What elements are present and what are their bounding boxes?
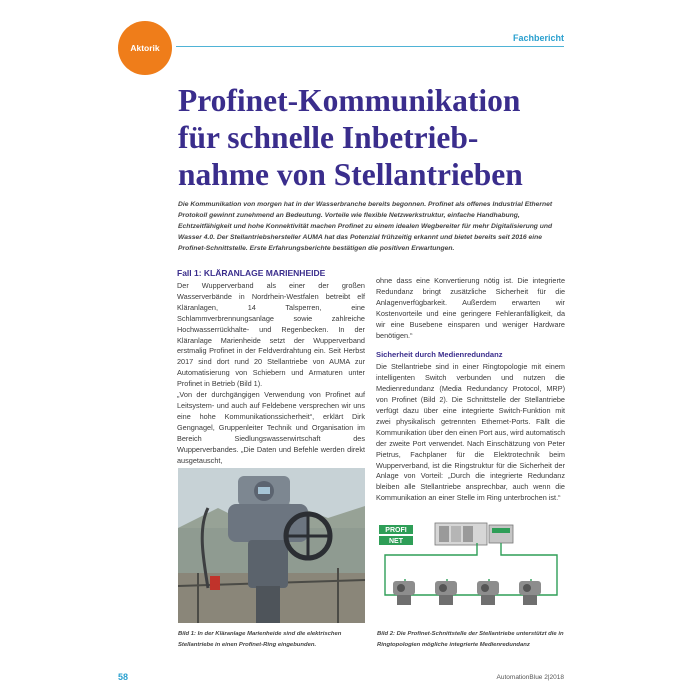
page-number: 58 [118,672,129,682]
actuator-icon [477,581,499,605]
title-line-2: für schnelle Inbetrieb- [178,120,479,155]
controller-rack [435,523,487,545]
actuator-icons [393,581,541,605]
magazine-footer: AutomationBlue 2|2018 [496,674,564,681]
title-line-3: nahme von Stellantrieben [178,157,523,192]
actuator-icon [393,581,415,605]
section1-heading: Fall 1: KLÄRANLAGE MARIENHEIDE [177,268,326,278]
article-lead: Die Kommunikation von morgen hat in der Wasserbranche bereits begonnen. Profinet als offenes Industrial Ethernet Protokoll gewinnt zunehmend an Bedeutung. Vorteile wie flexible Netzwerkstruktur, einfache Handhabung, Echtzeitfähigkeit und hohe Konnektivität machen Profinet zu einem idealen Wegbereiter für mehr Digitalisierung und Wasser 4.0. Der Stellantriebshersteller AUMA hat das Potenzial frühzeitig erkannt und bietet bereits seit 2016 eine Profinet-Schnittstelle. Erste Erfahrungsberichte bestätigen die positiven Erwartungen. [178,201,553,253]
article-title [178,82,598,193]
header-rule [176,46,564,47]
section-label: Fachbericht [512,33,564,43]
right-paragraph-1: ohne dass eine Konvertierung nötig ist. Die integrierte Redundanz bringt zusätzliche Sicherheit für die Anlagenverfügbarkeit. Außerdem erwarten wir Kostenvorteile und eine geringere Fehleranfälligkeit, da wir eine Busebene einsparen und weniger Hardware benötigen.“ [376,276,565,340]
right-column [376,276,565,504]
category-badge [118,21,172,75]
actuator-icon [435,581,457,605]
title-line-1: Profinet-Kommunikation [178,83,521,118]
profinet-logo [379,525,413,545]
left-paragraph-1: Der Wupperverband als einer der großen Wasserverbände in Nordrhein-Westfalen betreibt elf Kläranlagen, 14 Talsperren, eine Schlammverbrennungsanlage sowie zahlreiche Hochwasserrückhalte- und Regenbecken. In der Kläranlage Marienheide setzt der Wupperverband erstmalig Profinet in der Feldverdrahtung ein. Seit Herbst 2017 sind dort rund 20 Stellantriebe von AUMA zur Automatisierung von Schiebern und Armaturen unter Profinet in Betrieb (Bild 1). [177,281,365,389]
profinet-logo-bottom: NET [389,538,403,545]
category-badge-label: Aktorik [130,43,160,53]
switch-device [489,525,513,543]
left-column [177,281,365,466]
caption-bild-1: Bild 1: In der Kläranlage Marienheide sind die elektrischen Stellantriebe in einen Profinet-Ring eingebunden. [178,631,342,648]
profinet-logo-top: PROFI [385,527,407,534]
section2-heading: Sicherheit durch Medienredundanz [376,350,503,360]
actuator-icon [519,581,541,605]
left-paragraph-2: „Von der durchgängigen Verwendung von Profinet auf Leitsystem- und auch auf Feldebene versprechen wir uns eine hohe Kommunikationssicherheit“, erklärt Dirk Gengnagel, Gruppenleiter Technik und Organisation im Bereich Siedlungswasserwirtschaft des Wupperverbandes. „Die Daten und Befehle werden direkt ausgetauscht, [177,390,365,465]
ring-diagram-svg [377,519,565,623]
photo-actuator [178,468,365,623]
photo-actuator-illustration [178,468,365,623]
right-paragraph-2: Die Stellantriebe sind in einer Ringtopologie mit einem intelligenten Switch verbunden und nutzen die Medienredundanz (Media Redundancy Protocol, MRP) von Profinet (Bild 2). Die Schnittstelle der Stellantriebe verfügt dazu über eine integrierte Switch-Funktion mit zwei physikalisch getrennten Ethernet-Ports. Fällt die Kommunikation über den einen Port aus, wird automatisch der zweite Port verwendet. Nach Einschätzung von Peter Pietrus, Fachplaner für die Elektrotechnik beim Wupperverband, ist die Ringstruktur für die Sicherheit der Anlage von Vorteil: „Durch die integrierte Redundanz bleiben alle Stellantriebe ansprechbar, auch wenn die Kommunikation an einer Stelle im Ring unterbrochen ist.“ [376,362,566,503]
profinet-ring-diagram [377,519,565,623]
caption-bild-2: Bild 2: Die Profinet-Schnittstelle der Stellantriebe unterstützt die in Ringtopologien mögliche integrierte Medienredundanz [377,631,564,648]
